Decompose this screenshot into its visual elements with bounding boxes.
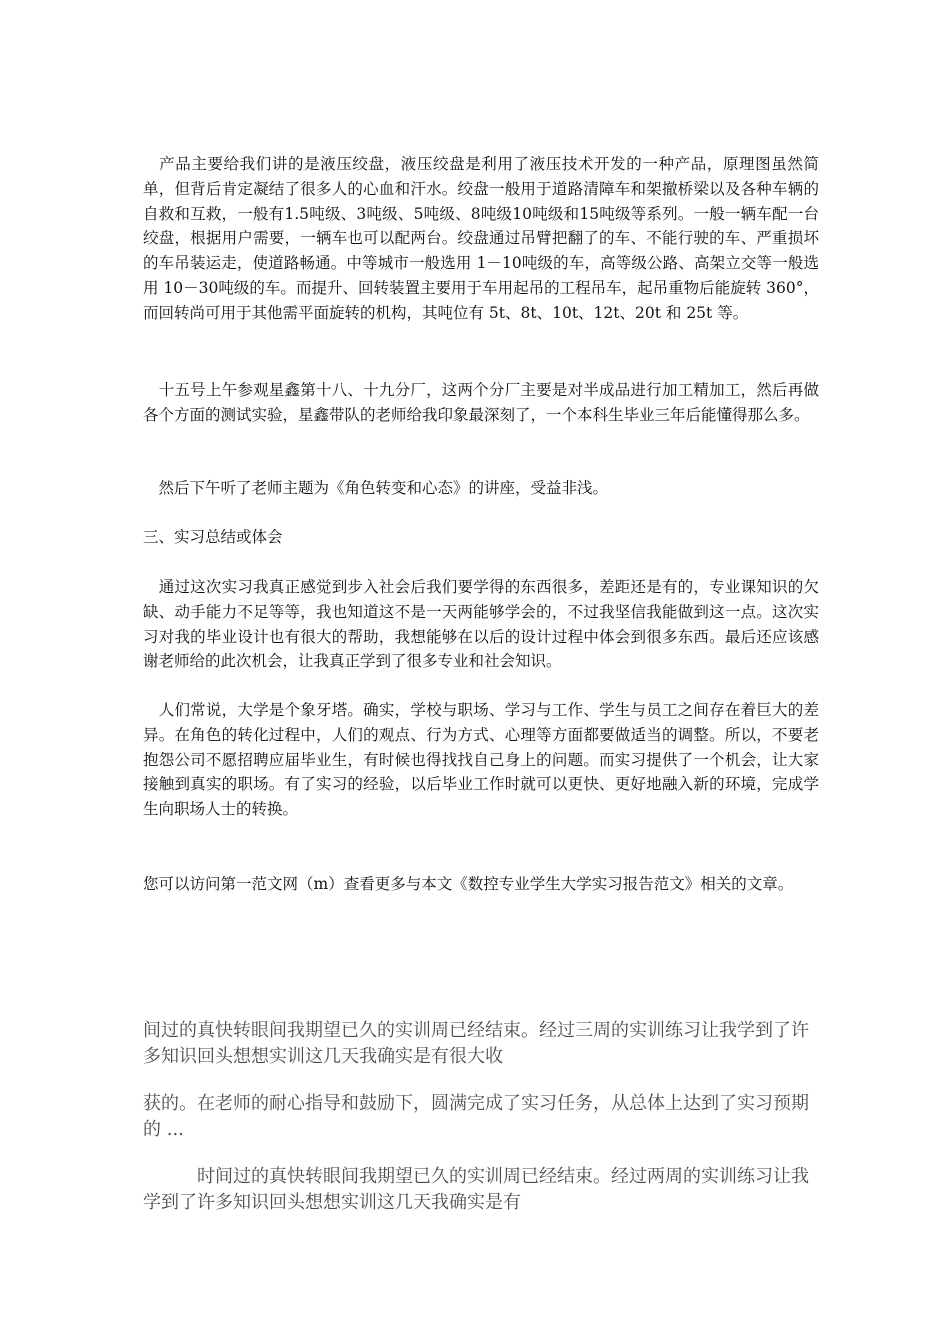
paragraph-summary: 通过这次实习我真正感觉到步入社会后我们要学得的东西很多，差距还是有的，专业课知识的欠缺、动手能力不足等等，我也知道这不是一天两能够学会的，不过我坚信我能做到这一点。这次实习对我的毕业设计也有很大的帮助，我想能够在以后的设计过程中体会到很多东西。最后还应该感谢老师给的此次机会，让我真正学到了很多专业和社会知识。 — [143, 578, 819, 671]
section-heading: 三、实习总结或体会 — [143, 528, 283, 546]
paragraph-more-articles: 您可以访问第一范文网（m）查看更多与本文《数控专业学生大学实习报告范文》相关的文章。 — [143, 875, 794, 893]
paragraph-hydraulic-winch: 产品主要给我们讲的是液压绞盘，液压绞盘是利用了液压技术开发的一种产品，原理图虽然简单，但背后肯定凝结了很多人的心血和汗水。绞盘一般用于道路清障车和架撤桥梁以及各种车辆的自救和互救，一般有1.5吨级、3吨级、5吨级、8吨级10吨级和15吨级等系列。一般一辆车配一台绞盘，根据用户需要，一辆车也可以配两台。绞盘通过吊臂把翻了的车、不能行驶的车、严重损坏的车吊装运走，使道路畅通。中等城市一般选用 1－10吨级的车，高等级公路、高架立交等一般选用 10－30吨级的车。而提升、回转装置主要用于车用起吊的工程吊车，起吊重物后能旋转 360°，而回转尚可用于其他需平面旋转的机构，其吨位有 5t、8t、10t、12t、20t 和 25t 等。 — [143, 155, 819, 322]
paragraph-factory-visit: 十五号上午参观星鑫第十八、十九分厂，这两个分厂主要是对半成品进行加工精加工，然后再做各个方面的测试实验，星鑫带队的老师给我印象最深刻了，一个本科生毕业三年后能懂得那么多。 — [143, 381, 819, 424]
paragraph-ivory-tower: 人们常说，大学是个象牙塔。确实，学校与职场、学习与工作、学生与员工之间存在着巨大的差异。在角色的转化过程中，人们的观点、行为方式、心理等方面都要做适当的调整。所以，不要老抱怨公司不愿招聘应届毕业生，有时候也得找找自己身上的问题。而实习提供了一个机会，让大家接触到真实的职场。有了实习的经验，以后毕业工作时就可以更快、更好地融入新的环境，完成学生向职场人士的转换。 — [143, 701, 819, 819]
snippet-paragraph-2: 获的。在老师的耐心指导和鼓励下，圆满完成了实习任务，从总体上达到了实习预期的 ... — [143, 1093, 809, 1140]
snippet-paragraph-3: 时间过的真快转眼间我期望已久的实训周已经结束。经过两周的实训练习让我学到了许多知识回头想想实训这几天我确实是有 — [143, 1166, 809, 1213]
snippet-paragraph-1: 间过的真快转眼间我期望已久的实训周已经结束。经过三周的实训练习让我学到了许多知识回头想想实训这几天我确实是有很大收 — [143, 1020, 809, 1067]
paragraph-lecture: 然后下午听了老师主题为《角色转变和心态》的讲座，受益非浅。 — [143, 479, 609, 497]
